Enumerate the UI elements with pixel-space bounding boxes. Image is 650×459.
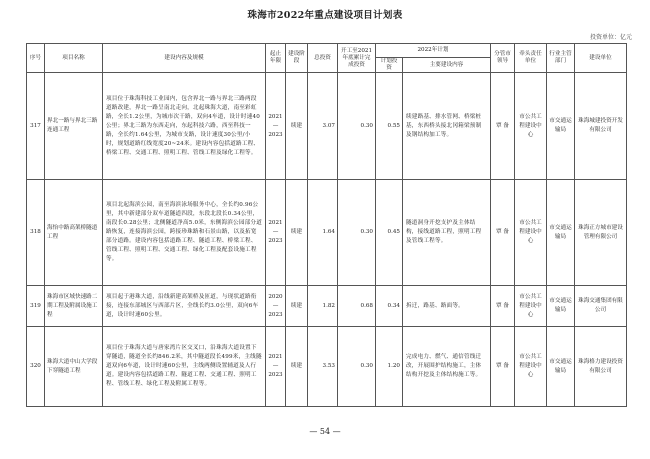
cell-builder: 珠海正方城市建设管理有限公司 bbox=[575, 180, 627, 286]
cell-years: 2021—2023 bbox=[266, 327, 286, 407]
header-plan-content: 主要建设内容 bbox=[403, 58, 491, 73]
cell-dept: 市交通运输局 bbox=[547, 73, 575, 180]
cell-district: 覃 备 bbox=[491, 286, 515, 327]
cell-scope: 项目北起海滨公园，南至海滨泳场服务中心，全长约0.96公里，其中新建部分双车道隧道四段，东段北段长0.34公里，南段长0.28公里；北侧隧道净高5.0米，东侧海滨公园部分道路恢复，连接海滨公园，跨接珍珠路和石景山路，以及拓宽部分道路。建设内容包括道路工程、隧道工程、桥梁工程、管线工程、照明工程、交通工程、绿化工程及配套设施工程等。 bbox=[103, 180, 266, 286]
cell-scope: 项目位于珠海科技工业园内，包含界北一路与界北三路两段道路改建，界北一路呈南北走向，北起珠海大道，南至彩虹路，全长1.2公里，为城市次干路，双向4车道，设计时速40公里；界北三路为东西走向，东起科技六路，西至科技一路，全长约1.64公里，为城市支路，设计速度30公里/小时，规划道路红线宽度20~24米。建设内容包括道路工程、桥梁工程、交通工程、照明工程、管线工程及绿化工程等。 bbox=[103, 73, 266, 180]
cell-scope: 项目位于珠海大道与唐家湾片区交叉口，沿珠海大道设置下穿隧道，隧道全长约846.2米，其中隧道段长499米，主线隧道双向6车道，设计时速60公里，主线两侧设置辅道及人行道。建设内容包括道路工程、隧道工程、交通工程、照明工程、管线工程、绿化工程及附属工程等。 bbox=[103, 327, 266, 407]
cell-scope: 项目起于港珠大道，沿线新建高架桥及匝道，与现状道路衔接，连接东部城区与西部片区，全线长约3.0公里，双向6车道，设计时速60公里。 bbox=[103, 286, 266, 327]
cell-district: 覃 备 bbox=[491, 73, 515, 180]
header-total: 总投资 bbox=[308, 44, 338, 73]
cell-plan-content: 完成电力、燃气、通信管线迁改，开展围护结构施工，主体结构开挖及主体结构施工等。 bbox=[403, 327, 491, 407]
cell-dept: 市交通运输局 bbox=[547, 327, 575, 407]
header-lead-unit: 牵头责任单位 bbox=[515, 44, 547, 73]
cell-years: 2021—2023 bbox=[266, 180, 286, 286]
cell-seq: 318 bbox=[27, 180, 45, 286]
page-number: — 54 — bbox=[309, 427, 341, 436]
cell-total: 1.64 bbox=[308, 180, 338, 286]
cell-plan-invest: 0.45 bbox=[376, 180, 403, 286]
header-years: 起止年限 bbox=[266, 44, 286, 73]
cell-district: 覃 备 bbox=[491, 327, 515, 407]
cell-seq: 320 bbox=[27, 327, 45, 407]
header-scope: 建设内容及规模 bbox=[103, 44, 266, 73]
cell-lead-unit: 市公共工程建设中心 bbox=[515, 327, 547, 407]
header-plan2022: 2022年计划 bbox=[376, 44, 491, 58]
header-dept: 行业主管部门 bbox=[547, 44, 575, 73]
cell-plan-invest: 1.20 bbox=[376, 327, 403, 407]
cell-total: 1.82 bbox=[308, 286, 338, 327]
table-row bbox=[27, 180, 627, 286]
cell-builder: 珠海城建投资开发有限公司 bbox=[575, 73, 627, 180]
table-row bbox=[27, 73, 627, 180]
cell-plan-invest: 0.55 bbox=[376, 73, 403, 180]
cell-plan-invest: 0.34 bbox=[376, 286, 403, 327]
cell-dept: 市交通运输局 bbox=[547, 286, 575, 327]
cell-dept: 市交通运输局 bbox=[547, 180, 575, 286]
cell-cumulative: 0.68 bbox=[338, 286, 376, 327]
header-cumulative: 开工至2021年底累计完成投资 bbox=[338, 44, 376, 73]
cell-builder: 珠海交通集团有限公司 bbox=[575, 286, 627, 327]
cell-builder: 珠海格力建设投资有限公司 bbox=[575, 327, 627, 407]
header-district: 分管市领导 bbox=[491, 44, 515, 73]
cell-years: 2021—2023 bbox=[266, 73, 286, 180]
project-table bbox=[26, 43, 627, 407]
cell-name: 海怡中路高架桥隧道工程 bbox=[45, 180, 103, 286]
cell-stage: 续建 bbox=[286, 180, 308, 286]
table-row bbox=[27, 327, 627, 407]
cell-cumulative: 0.30 bbox=[338, 180, 376, 286]
cell-lead-unit: 市公共工程建设中心 bbox=[515, 180, 547, 286]
cell-lead-unit: 市公共工程建设中心 bbox=[515, 286, 547, 327]
cell-lead-unit: 市公共工程建设中心 bbox=[515, 73, 547, 180]
cell-name: 界北一路与界北三路连通工程 bbox=[45, 73, 103, 180]
header-row bbox=[27, 44, 627, 58]
cell-stage: 续建 bbox=[286, 286, 308, 327]
cell-plan-content: 拆迁，路基、路面等。 bbox=[403, 286, 491, 327]
cell-name: 珠海大道中山大学段下穿隧道工程 bbox=[45, 327, 103, 407]
header-seq: 序号 bbox=[27, 44, 45, 73]
cell-total: 3.53 bbox=[308, 327, 338, 407]
header-plan-invest: 计划投资 bbox=[376, 58, 403, 73]
cell-name: 珠海市区域快速路二期工程及附属设施工程 bbox=[45, 286, 103, 327]
cell-seq: 317 bbox=[27, 73, 45, 180]
unit-label: 投资单位：亿元 bbox=[589, 34, 632, 41]
cell-total: 3.07 bbox=[308, 73, 338, 180]
cell-plan-content: 隧道洞身开挖支护及主体结构，接线道路工程，照明工程及管线工程等。 bbox=[403, 180, 491, 286]
cell-cumulative: 0.30 bbox=[338, 327, 376, 407]
table-row bbox=[27, 286, 627, 327]
cell-stage: 续建 bbox=[286, 327, 308, 407]
cell-years: 2020—2023 bbox=[266, 286, 286, 327]
page-title: 珠海市2022年重点建设项目计划表 bbox=[247, 10, 403, 21]
cell-cumulative: 0.30 bbox=[338, 73, 376, 180]
header-name: 项目名称 bbox=[45, 44, 103, 73]
header-builder: 建设单位 bbox=[575, 44, 627, 73]
header-stage: 建设阶段 bbox=[286, 44, 308, 73]
cell-plan-content: 续建路基、排水管网、桥梁桩基，东西桥头接北冈箱梁预制及钢结构加工等。 bbox=[403, 73, 491, 180]
cell-district: 覃 备 bbox=[491, 180, 515, 286]
cell-seq: 319 bbox=[27, 286, 45, 327]
cell-stage: 续建 bbox=[286, 73, 308, 180]
